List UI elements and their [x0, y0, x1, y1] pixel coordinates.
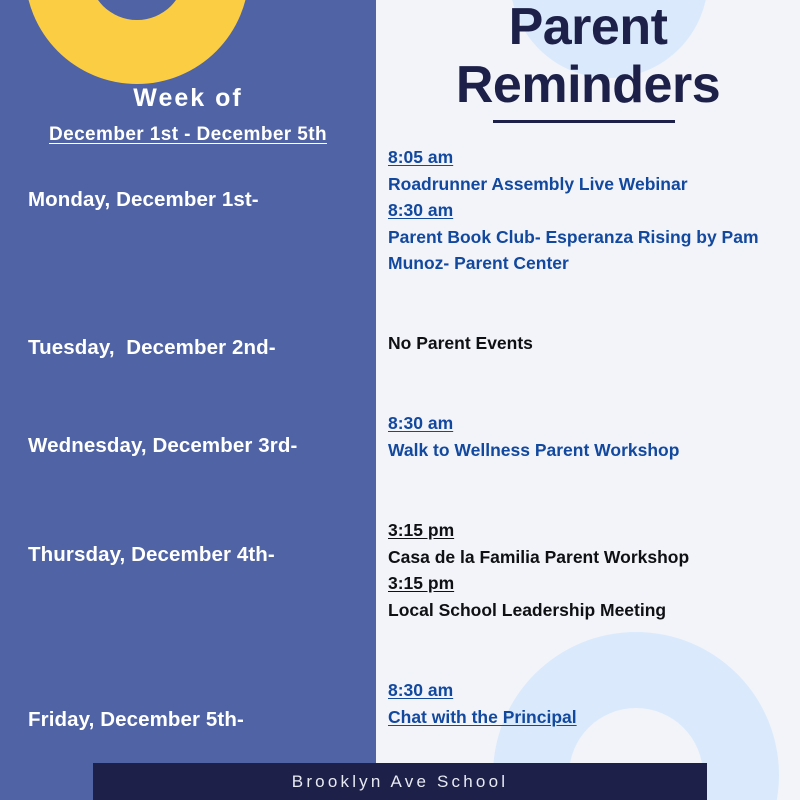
school-name: Brooklyn Ave School: [291, 772, 509, 791]
title-underline-rule: [493, 120, 675, 123]
day-label-thursday: Thursday, December 4th-: [28, 543, 275, 566]
events-wednesday: [388, 410, 788, 463]
events-tuesday: [388, 330, 788, 357]
event-name: No Parent Events: [388, 333, 533, 353]
event-name: Casa de la Familia Parent Workshop: [388, 546, 690, 567]
week-of-label: Week of: [133, 84, 243, 112]
week-date-range: December 1st - December 5th: [49, 124, 327, 145]
event-time: 8:30 am: [388, 413, 454, 433]
right-reminders-panel: [376, 0, 800, 800]
events-monday: [388, 144, 788, 277]
events-friday: [388, 677, 788, 730]
event-name: Walk to Wellness Parent Workshop: [388, 439, 680, 460]
day-label-friday: Friday, December 5th-: [28, 708, 244, 731]
day-label-tuesday: Tuesday, December 2nd-: [28, 336, 276, 359]
event-time: 8:30 am: [388, 680, 454, 700]
day-label-monday: Monday, December 1st-: [28, 188, 259, 211]
event-time: 3:15 pm: [388, 573, 455, 593]
page-title-line-1: Parent: [508, 0, 668, 56]
event-name-link[interactable]: Chat with the Principal: [388, 706, 577, 727]
event-time: 3:15 pm: [388, 520, 455, 540]
event-name: Parent Book Club- Esperanza Rising by Pam Munoz- Parent Center: [388, 226, 759, 273]
left-schedule-panel: [0, 0, 376, 800]
event-time: 8:30 am: [388, 200, 454, 220]
page-title-line-2: Reminders: [455, 56, 721, 114]
event-name: Local School Leadership Meeting: [388, 599, 667, 620]
events-thursday: [388, 517, 788, 623]
event-time: 8:05 am: [388, 147, 454, 167]
footer-bar: [93, 763, 707, 800]
day-label-wednesday: Wednesday, December 3rd-: [28, 434, 298, 457]
page-title: [376, 0, 800, 114]
event-name: Roadrunner Assembly Live Webinar: [388, 173, 688, 194]
